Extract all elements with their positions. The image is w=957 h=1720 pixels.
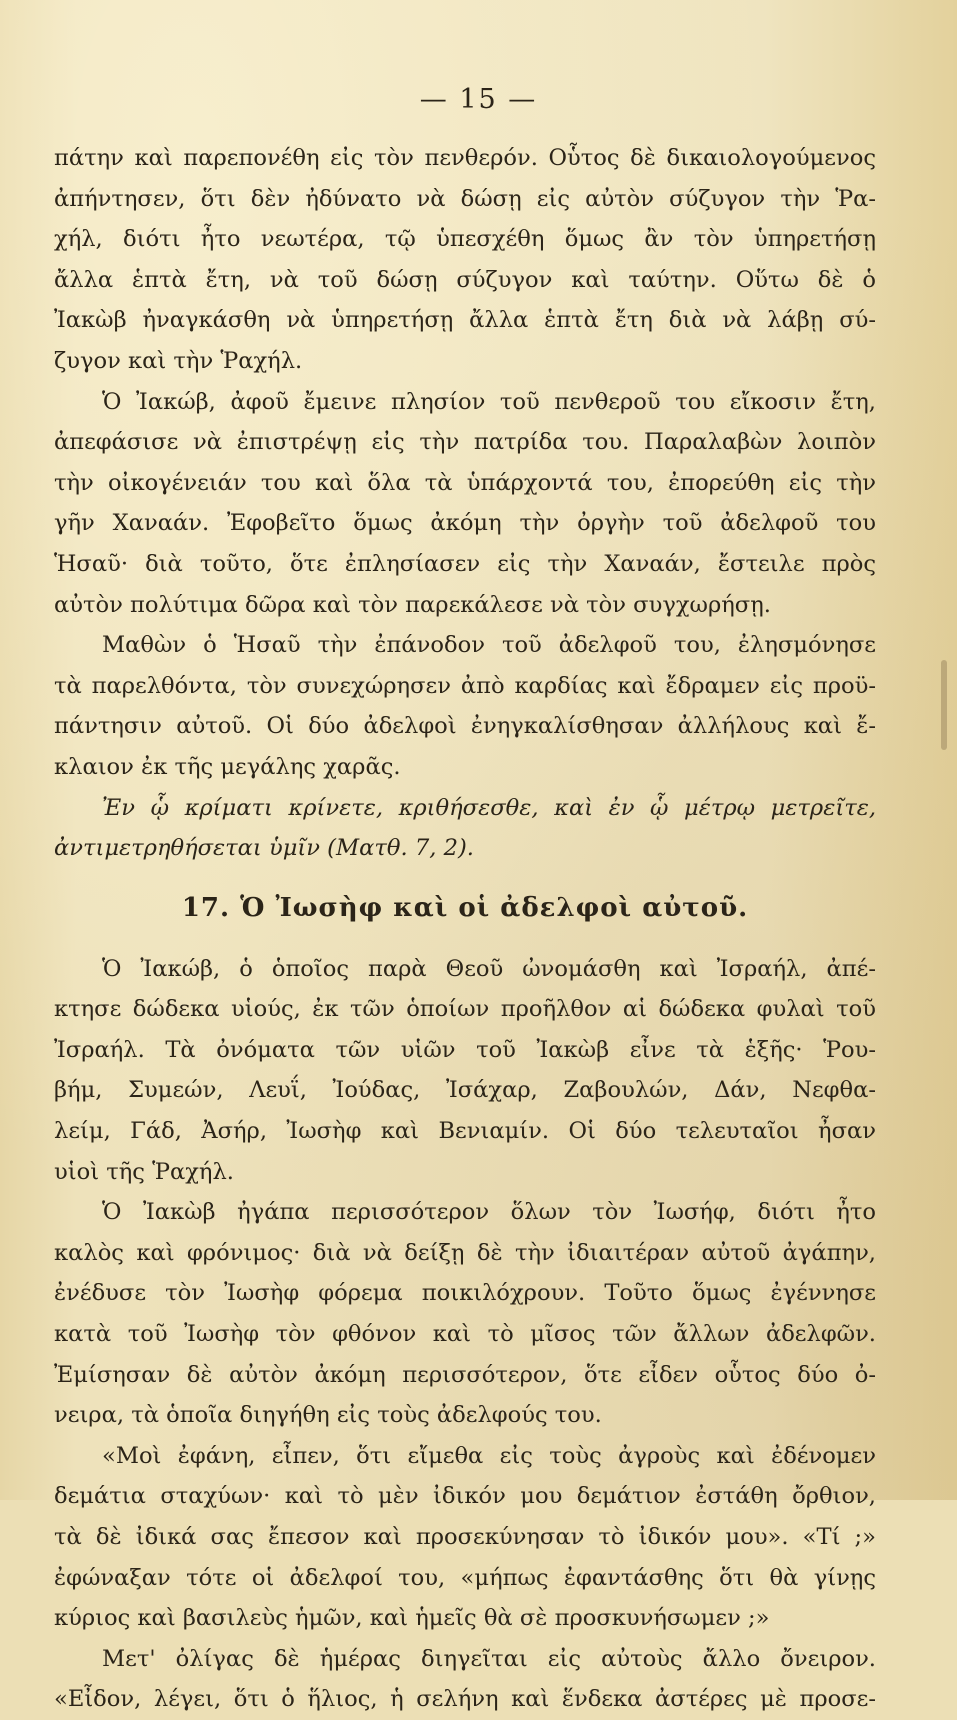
text-line: Ὁ Ἰακώβ, ἀφοῦ ἔμεινε πλησίον τοῦ πενθεροῦ του εἴκοσιν ἔτη, — [102, 388, 876, 415]
text-line: Ἰσραήλ. Τὰ ὀνόματα τῶν υἱῶν τοῦ Ἰακὼβ εἶνε τὰ ἑξῆς· Ῥου- — [54, 1036, 876, 1063]
paragraph — [54, 382, 876, 626]
text-line: Ὁ Ἰακὼβ ἠγάπα περισσότερον ὅλων τὸν Ἰωσήφ, διότι ἦτο — [102, 1199, 876, 1226]
quote-line: Ἐν ᾧ κρίματι κρίνετε, κριθήσεσθε, καὶ ἐν ᾧ μέτρῳ μετρεῖτε, — [102, 794, 876, 821]
text-line: χήλ, διότι ἦτο νεωτέρα, τῷ ὑπεσχέθη ὅμως ἂν τὸν ὑπηρετήσῃ — [54, 226, 876, 253]
text-line: «Μοὶ ἐφάνη, εἶπεν, ὅτι εἴμεθα εἰς τοὺς ἀγροὺς καὶ ἐδένομεν — [102, 1442, 876, 1469]
quote-line: ἀντιμετρηθήσεται ὑμῖν (Ματθ. 7, 2). — [54, 835, 474, 862]
text-line: δεμάτια σταχύων· καὶ τὸ μὲν ἰδικόν μου δεμάτιον ἐστάθη ὄρθιον, — [54, 1483, 876, 1510]
paragraph — [54, 1192, 876, 1436]
text-line: πάτην καὶ παρεπονέθη εἰς τὸν πενθερόν. Οὗτος δὲ δικαιολογούμενος — [54, 145, 876, 171]
text-line: λείμ, Γάδ, Ἀσήρ, Ἰωσὴφ καὶ Βενιαμίν. Οἱ δύο τελευταῖοι ἦσαν — [54, 1118, 876, 1145]
scripture-quote — [54, 788, 876, 869]
text-line: Ἐμίσησαν δὲ αὐτὸν ἀκόμη περισσότερον, ὅτε εἶδεν οὗτος δύο ὀ- — [54, 1361, 876, 1388]
text-line: καλὸς καὶ φρόνιμος· διὰ νὰ δείξῃ δὲ τὴν ἰδιαιτέραν αὐτοῦ ἀγάπην, — [54, 1239, 876, 1266]
paragraph — [54, 949, 876, 1193]
page-number: — 15 — — [419, 84, 538, 115]
text-line: βήμ, Συμεών, Λευΐ, Ἰούδας, Ἰσάχαρ, Ζαβουλών, Δάν, Νεφθα- — [54, 1077, 876, 1104]
text-line: ἐνέδυσε τὸν Ἰωσὴφ φόρεμα ποικιλόχρουν. Τοῦτο ὅμως ἐγέννησε — [54, 1280, 876, 1307]
text-line: υἱοὶ τῆς Ῥαχήλ. — [54, 1158, 234, 1185]
text-line: νειρα, τὰ ὁποῖα διηγήθη εἰς τοὺς ἀδελφούς του. — [54, 1402, 602, 1429]
paragraph — [54, 1639, 876, 1720]
text-line: ἀπήντησεν, ὅτι δὲν ἠδύνατο νὰ δώσῃ εἰς αὐτὸν σύζυγον τὴν Ῥα- — [54, 185, 876, 212]
text-line: κύριος καὶ βασιλεὺς ἡμῶν, καὶ ἡμεῖς θὰ σὲ προσκυνήσωμεν ;» — [54, 1605, 770, 1632]
text-line: Ἰακὼβ ἠναγκάσθη νὰ ὑπηρετήσῃ ἄλλα ἑπτὰ ἔτη διὰ νὰ λάβῃ σύ- — [54, 307, 876, 334]
text-line: γῆν Χαναάν. Ἐφοβεῖτο ὅμως ἀκόμη τὴν ὀργὴν τοῦ ἀδελφοῦ του — [54, 510, 876, 537]
text-line: αὐτὸν πολύτιμα δῶρα καὶ τὸν παρεκάλεσε νὰ τὸν συγχωρήσῃ. — [54, 591, 771, 618]
page-edge-mark — [941, 660, 947, 750]
text-line: τὰ δὲ ἰδικά σας ἔπεσον καὶ προσεκύνησαν τὸ ἰδικόν μου». «Τί ;» — [54, 1524, 876, 1550]
section-heading: 17. Ὁ Ἰωσὴφ καὶ οἱ ἀδελφοὶ αὐτοῦ. — [181, 892, 749, 923]
paragraph — [54, 1436, 876, 1639]
text-line: Ὁ Ἰακώβ, ὁ ὁποῖος παρὰ Θεοῦ ὠνομάσθη καὶ Ἰσραήλ, ἀπέ- — [102, 955, 876, 982]
text-line: ζυγον καὶ τὴν Ῥαχήλ. — [54, 347, 303, 374]
text-line: «Εἶδον, λέγει, ὅτι ὁ ἥλιος, ἡ σελήνη καὶ ἕνδεκα ἀστέρες μὲ προσε- — [54, 1686, 876, 1713]
text-line: Μετ' ὀλίγας δὲ ἡμέρας διηγεῖται εἰς αὐτοὺς ἄλλο ὄνειρον. — [102, 1645, 876, 1672]
paragraph — [54, 625, 876, 787]
text-line: κλαιον ἐκ τῆς μεγάλης χαρᾶς. — [54, 753, 401, 780]
text-line: πάντησιν αὐτοῦ. Οἱ δύο ἀδελφοὶ ἐνηγκαλίσθησαν ἀλλήλους καὶ ἔ- — [54, 713, 876, 740]
paragraph — [54, 138, 876, 382]
text-line: ἐφώναξαν τότε οἱ ἀδελφοί του, «μήπως ἐφαντάσθης ὅτι θὰ γίνῃς — [54, 1564, 876, 1591]
text-line: ἄλλα ἑπτὰ ἔτη, νὰ τοῦ δώσῃ σύζυγον καὶ ταύτην. Οὕτω δὲ ὁ — [54, 266, 876, 293]
text-line: Ἡσαῦ· διὰ τοῦτο, ὅτε ἐπλησίασεν εἰς τὴν Χαναάν, ἔστειλε πρὸς — [54, 550, 876, 577]
text-line: κτησε δώδεκα υἱούς, ἐκ τῶν ὁποίων προῆλθον αἱ δώδεκα φυλαὶ τοῦ — [54, 996, 876, 1023]
text-line: τὰ παρελθόντα, τὸν συνεχώρησεν ἀπὸ καρδίας καὶ ἔδραμεν εἰς προϋ- — [54, 672, 876, 699]
text-line: κατὰ τοῦ Ἰωσὴφ τὸν φθόνον καὶ τὸ μῖσος τῶν ἄλλων ἀδελφῶν. — [54, 1321, 876, 1348]
text-line: ἀπεφάσισε νὰ ἐπιστρέψῃ εἰς τὴν πατρίδα του. Παραλαβὼν λοιπὸν — [54, 429, 876, 456]
text-line: τὴν οἰκογένειάν του καὶ ὅλα τὰ ὑπάρχοντά του, ἐπορεύθη εἰς τὴν — [54, 469, 876, 496]
text-line: Μαθὼν ὁ Ἡσαῦ τὴν ἐπάνοδον τοῦ ἀδελφοῦ του, ἐλησμόνησε — [102, 632, 876, 659]
page-body — [54, 138, 876, 1720]
